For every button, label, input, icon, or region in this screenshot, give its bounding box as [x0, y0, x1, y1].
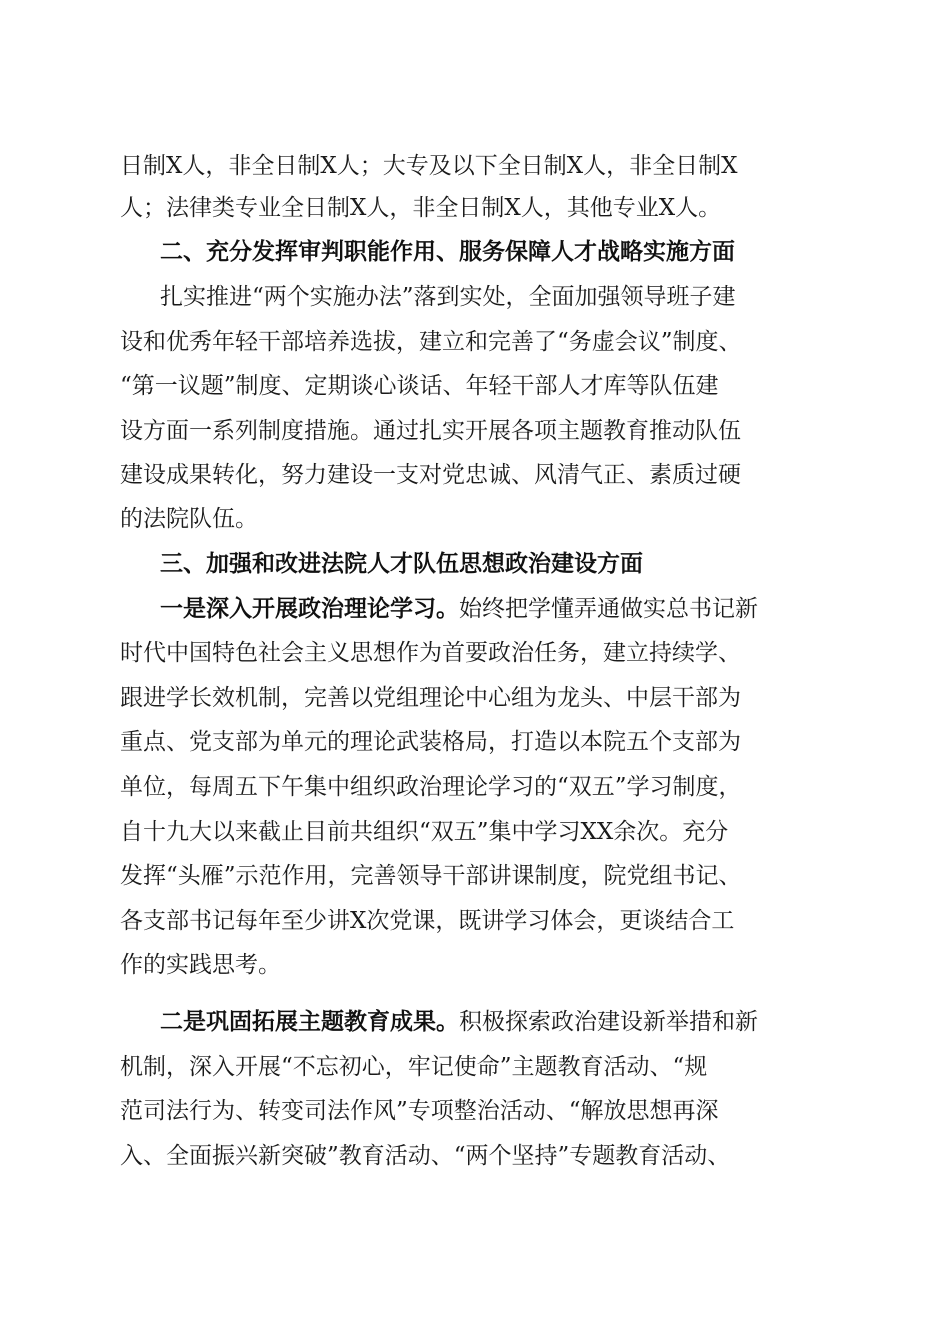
text-line: 人；法律类专业全日制X人，非全日制X人，其他专业X人。 [120, 195, 722, 221]
text-line: 设和优秀年轻干部培养选拔，建立和完善了“务虚会议”制度、 [120, 329, 742, 355]
paragraph-first-line [160, 1002, 758, 1042]
text-line: 扎实推进“两个实施办法”落到实处，全面加强领导班子建 [160, 284, 736, 310]
text-line: 跟进学长效机制，完善以党组理论中心组为龙头、中层干部为 [120, 685, 741, 711]
section-3-heading: 三、加强和改进法院人才队伍思想政治建设方面 [160, 551, 643, 577]
text-line: 建设成果转化，努力建设一支对党忠诚、风清气正、素质过硬 [120, 462, 741, 488]
text-line: 设方面一系列制度措施。通过扎实开展各项主题教育推动队伍 [120, 418, 741, 444]
text-line: 日制X人，非全日制X人；大专及以下全日制X人，非全日制X [120, 153, 738, 179]
paragraph-lead: 一是深入开展政治理论学习。 [160, 596, 459, 622]
text-line: 发挥“头雁”示范作用，完善领导干部讲课制度，院党组书记、 [120, 863, 742, 889]
paragraph-lead: 二是巩固拓展主题教育成果。 [160, 1009, 459, 1035]
paragraph-first-line [160, 589, 758, 629]
text-line: 重点、党支部为单元的理论武装格局，打造以本院五个支部为 [120, 729, 741, 755]
text-line: 作的实践思考。 [120, 952, 281, 978]
text-line: 入、全面振兴新突破”教育活动、“两个坚持”专题教育活动、 [120, 1143, 731, 1169]
text-line: 机制，深入开展“不忘初心，牢记使命”主题教育活动、“规 [120, 1054, 708, 1080]
text-line: “第一议题”制度、定期谈心谈话、年轻干部人才库等队伍建 [120, 373, 719, 399]
text-line: 单位，每周五下午集中组织政治理论学习的“双五”学习制度， [120, 774, 742, 800]
section-2-heading: 二、充分发挥审判职能作用、服务保障人才战略实施方面 [160, 239, 735, 265]
text-line: 范司法行为、转变司法作风”专项整治活动、“解放思想再深 [120, 1098, 719, 1124]
text-line: 时代中国特色社会主义思想作为首要政治任务，建立持续学、 [120, 640, 741, 666]
text-line: 自十九大以来截止目前共组织“双五”集中学习XX余次。充分 [120, 819, 729, 845]
paragraph-text: 积极探索政治建设新举措和新 [459, 1009, 758, 1035]
text-line: 各支部书记每年至少讲X次党课，既讲学习体会，更谈结合工 [120, 908, 735, 934]
text-line: 的法院队伍。 [120, 506, 258, 532]
paragraph-text: 始终把学懂弄通做实总书记新 [459, 596, 758, 622]
